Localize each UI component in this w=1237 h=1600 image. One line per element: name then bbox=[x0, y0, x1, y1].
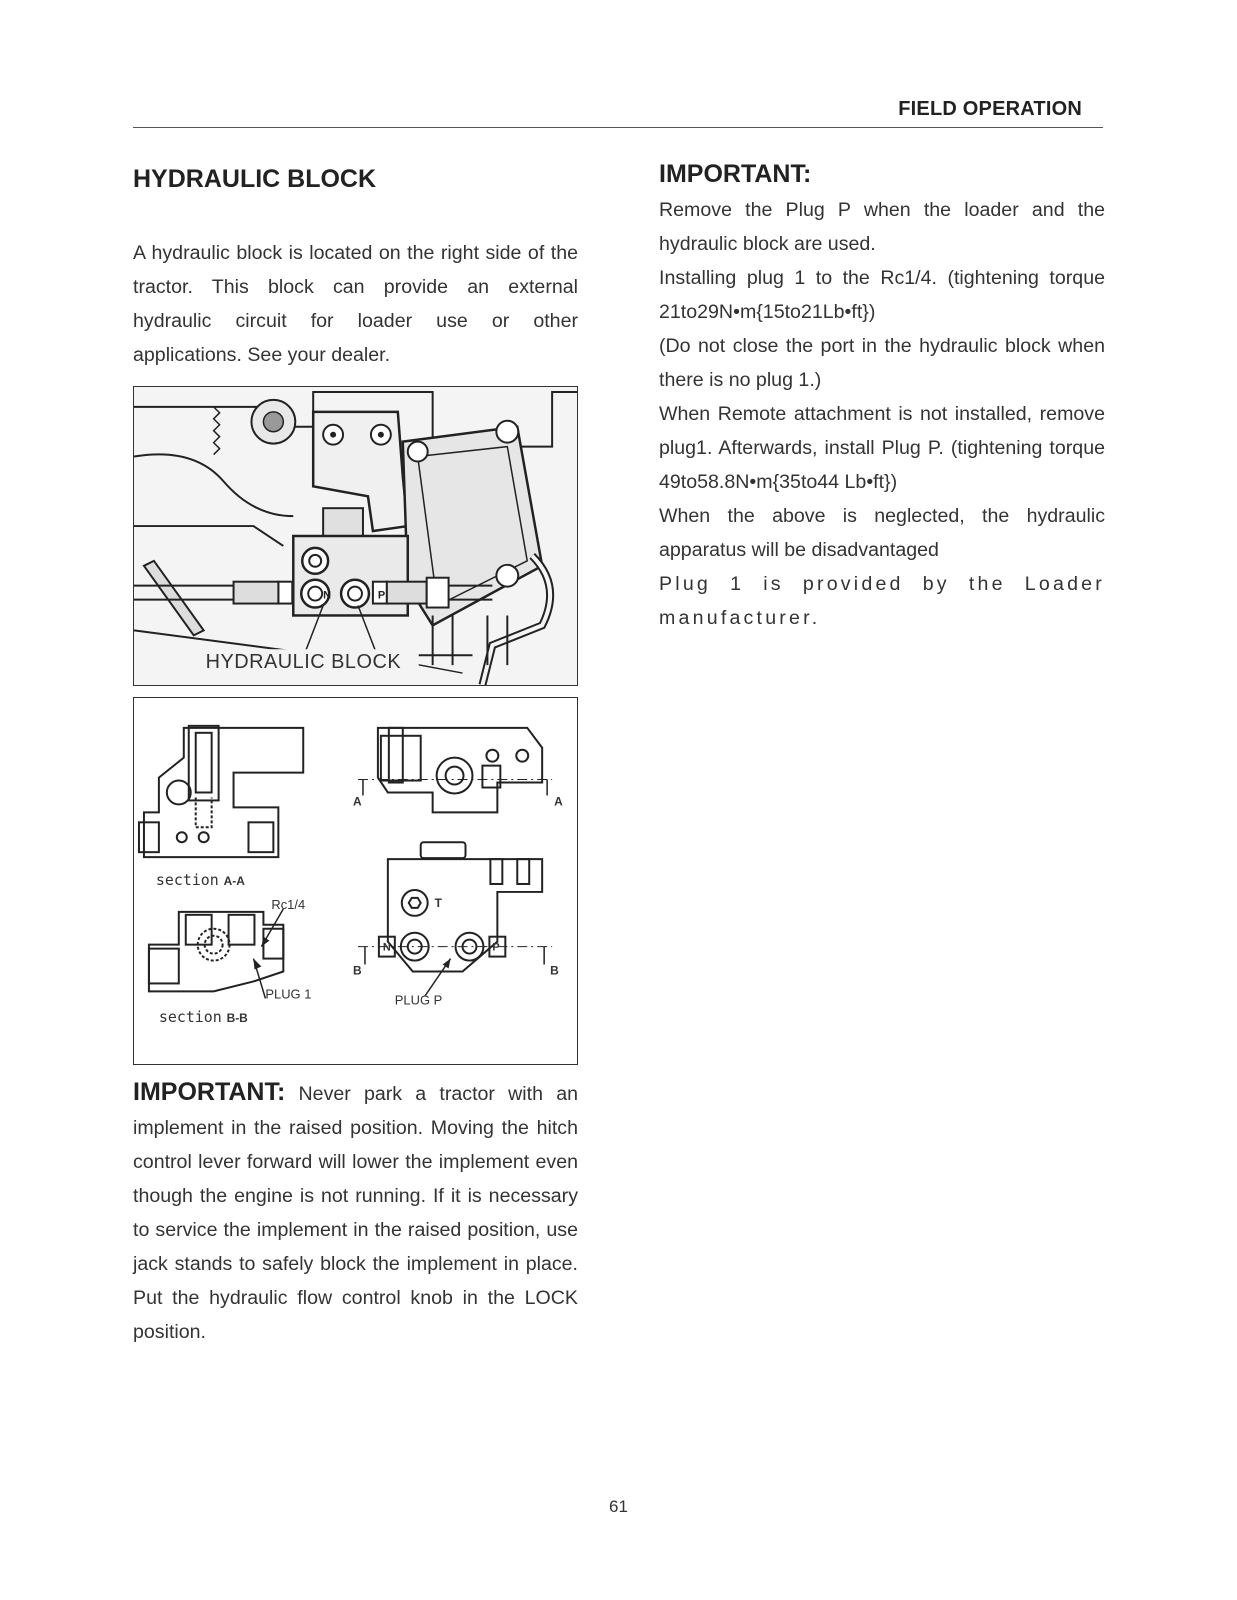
label-b-left: B bbox=[353, 963, 362, 978]
hydraulic-block-section-diagram bbox=[133, 697, 578, 1065]
label-t: T bbox=[434, 895, 442, 910]
port-n-label: N bbox=[323, 589, 332, 602]
important-heading: IMPORTANT: bbox=[659, 160, 812, 188]
label-b-right: B bbox=[550, 963, 559, 978]
important-item-6: Plug 1 is provided by the Loader manufacturer. bbox=[659, 573, 1105, 629]
right-column bbox=[659, 160, 1105, 635]
hydraulic-block-photo-drawing bbox=[134, 387, 577, 685]
running-header: FIELD OPERATION bbox=[898, 98, 1082, 120]
intro-paragraph: A hydraulic block is located on the right side of the tractor. This block can provide an external hydraulic circuit for loader use or other applications. See your dealer. bbox=[133, 242, 578, 366]
left-column bbox=[133, 160, 578, 1349]
important-item-5: When the above is neglected, the hydraulic apparatus will be disadvantaged bbox=[659, 505, 1105, 561]
plugp-label: PLUG P bbox=[394, 992, 443, 1008]
label-a-left: A bbox=[353, 794, 362, 809]
important-item-1: Remove the Plug P when the loader and the hydraulic block are used. bbox=[659, 199, 1105, 255]
photo-caption: HYDRAULIC BLOCK bbox=[205, 651, 402, 674]
label-a-right: A bbox=[554, 794, 563, 809]
important-parking-note bbox=[133, 1075, 578, 1349]
important-item-2: Installing plug 1 to the Rc1/4. (tightening torque 21to29N•m{15to21Lb•ft}) bbox=[659, 267, 1105, 323]
port-p-label: P bbox=[377, 589, 386, 602]
section-heading: HYDRAULIC BLOCK bbox=[133, 165, 377, 193]
important-item-4: When Remote attachment is not installed, remove plug1. Afterwards, install Plug P. (tightening torque 49to58.8N•m{35to44 Lb•ft}) bbox=[659, 403, 1105, 493]
section-aa-mark: A-A bbox=[223, 873, 245, 888]
plug1-label: PLUG 1 bbox=[265, 986, 312, 1002]
hydraulic-block-photo bbox=[133, 386, 578, 686]
section-diagram-drawing bbox=[134, 698, 577, 1064]
section-aa-label: section bbox=[155, 870, 219, 889]
important-label: IMPORTANT: bbox=[133, 1078, 286, 1106]
section-bb-mark: B-B bbox=[226, 1011, 248, 1026]
page-number: 61 bbox=[609, 1497, 628, 1516]
label-p: P bbox=[492, 941, 500, 954]
label-n: N bbox=[382, 941, 391, 954]
section-bb-label: section bbox=[158, 1008, 222, 1027]
rc-label: Rc1/4 bbox=[271, 896, 306, 912]
important-item-3: (Do not close the port in the hydraulic block when there is no plug 1.) bbox=[659, 335, 1105, 391]
header-rule bbox=[133, 127, 1103, 128]
important-text: Never park a tractor with an implement in the raised position. Moving the hitch control lever forward will lower the implement even though the engine is not running. If it is necessary to service the implement in the raised position, use jack stands to safely block the implement in place. Put the hydraulic flow control knob in the LOCK position. bbox=[133, 1083, 578, 1343]
